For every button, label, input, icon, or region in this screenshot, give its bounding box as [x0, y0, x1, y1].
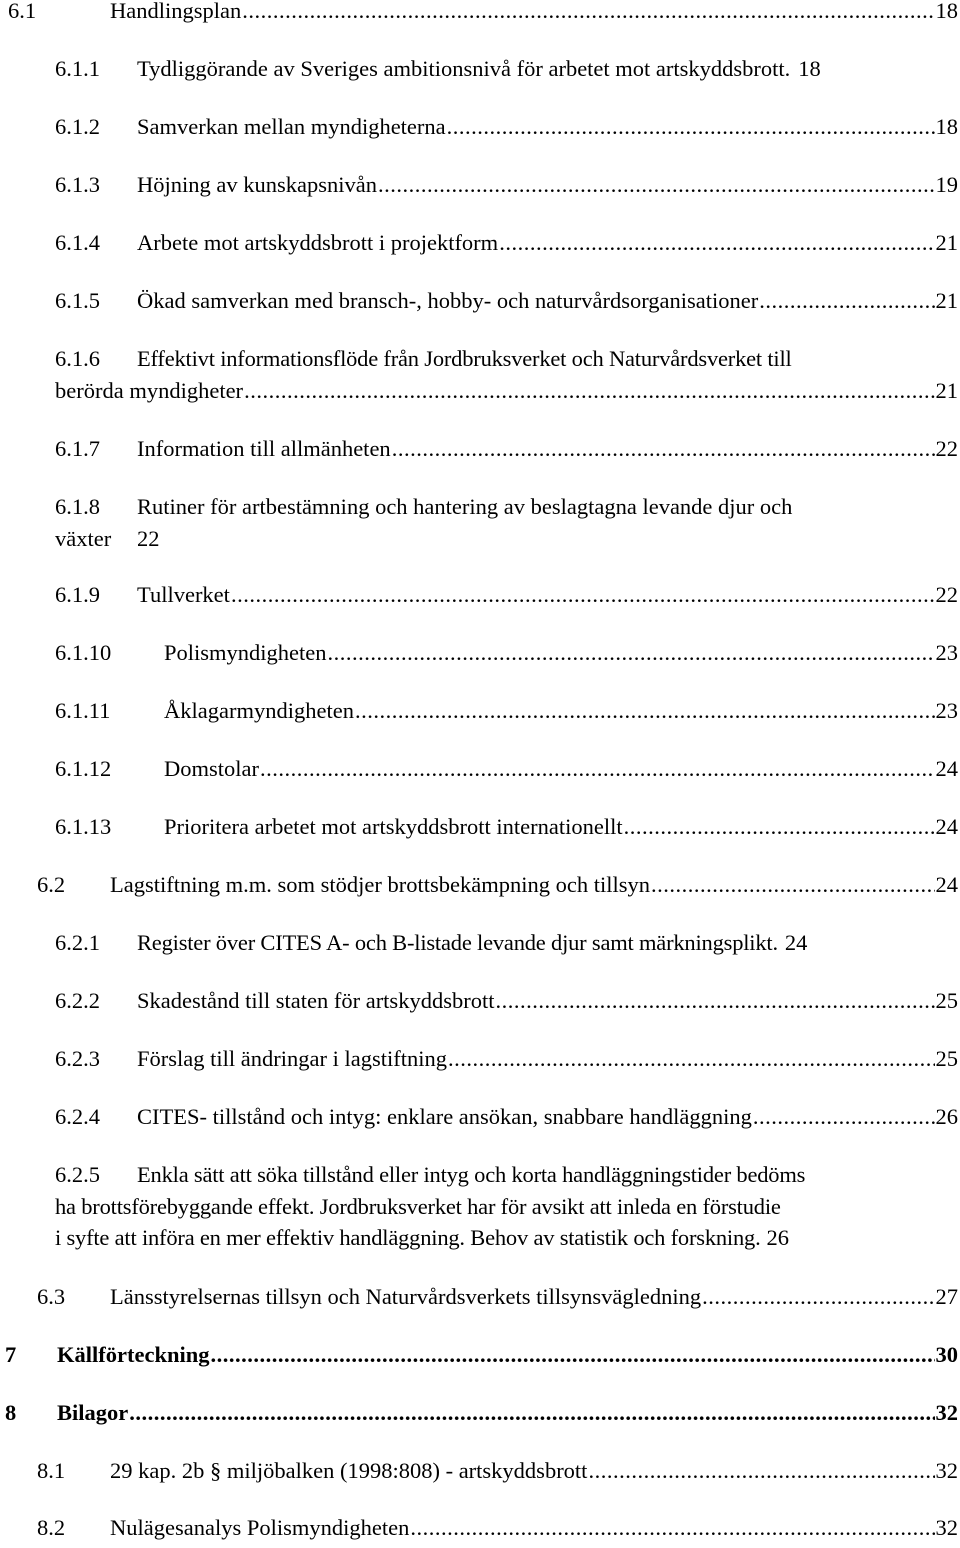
toc-entry-6-1-1[interactable] — [55, 58, 958, 86]
toc-entry-6-1-7[interactable] — [55, 438, 958, 466]
toc-number: 6.1.5 — [55, 288, 100, 313]
toc-entry-6-2-1[interactable] — [55, 932, 958, 960]
toc-leader-dots — [392, 438, 935, 461]
toc-number: 6.2.2 — [55, 988, 100, 1013]
toc-page-number: 22 — [935, 582, 958, 607]
toc-title: CITES- tillstånd och intyg: enklare ansökan, snabbare handläggning — [137, 1104, 752, 1129]
toc-entry-6-1-11[interactable] — [55, 700, 958, 728]
toc-leader-dots — [759, 290, 934, 313]
toc-leader-dots — [651, 874, 935, 897]
toc-number: 6.1.10 — [55, 640, 112, 665]
toc-title: Länsstyrelsernas tillsyn och Naturvårdsverkets tillsynsvägledning — [110, 1284, 702, 1309]
toc-leader-dots — [355, 700, 935, 723]
toc-leader-dots — [448, 1048, 935, 1071]
toc-title-line-1: Effektivt informationsflöde från Jordbruksverket och Naturvårdsverket till — [137, 346, 792, 371]
toc-number: 6.2.4 — [55, 1104, 100, 1129]
toc-number: 8 — [5, 1400, 17, 1425]
toc-title: Nulägesanalys Polismyndigheten — [110, 1515, 410, 1540]
toc-leader-dots — [211, 1344, 935, 1367]
toc-number: 6.1.11 — [55, 698, 111, 723]
toc-title: Domstolar — [164, 756, 259, 781]
toc-number: 6.1.8 — [55, 494, 100, 519]
toc-entry-7[interactable] — [5, 1344, 958, 1372]
toc-leader-dots — [378, 174, 935, 197]
toc-number: 6.2.1 — [55, 930, 100, 955]
toc-entry-6-1-10[interactable] — [55, 642, 958, 670]
toc-number: 6.2.5 — [55, 1162, 100, 1187]
toc-page-number: 24 — [935, 756, 958, 781]
toc-title: Höjning av kunskapsnivån — [137, 172, 377, 197]
toc-title-line-3: i syfte att införa en mer effektiv handläggning. Behov av statistik och forskning. — [55, 1225, 761, 1250]
toc-title-line-2: berörda myndigheter — [55, 378, 244, 403]
toc-number: 7 — [5, 1342, 17, 1367]
toc-page-number: 32 — [935, 1400, 958, 1425]
toc-title: 29 kap. 2b § miljöbalken (1998:808) - artskyddsbrott — [110, 1458, 588, 1483]
toc-entry-6-1-2[interactable] — [55, 116, 958, 144]
toc-number: 6.1.13 — [55, 814, 112, 839]
toc-leader-dots — [588, 1460, 934, 1483]
toc-page-number: 19 — [935, 172, 958, 197]
toc-title-line-1: Rutiner för artbestämning och hantering av beslagtagna levande djur och — [137, 494, 793, 519]
toc-title: Källförteckning — [57, 1342, 210, 1367]
toc-number: 8.1 — [37, 1458, 66, 1483]
toc-entry-6-1-12[interactable] — [55, 758, 958, 786]
toc-title: Polismyndigheten — [164, 640, 327, 665]
toc-number: 6.1.4 — [55, 230, 100, 255]
toc-title: Åklagarmyndigheten — [164, 698, 354, 723]
toc-title: Handlingsplan — [110, 0, 242, 23]
toc-leader-dots — [499, 232, 934, 255]
toc-leader-dots — [624, 816, 935, 839]
toc-page-number: 18 — [935, 114, 958, 139]
toc-title: Tullverket — [137, 582, 230, 607]
toc-leader-dots — [231, 584, 935, 607]
toc-entry-8-2[interactable] — [37, 1517, 958, 1545]
toc-entry-6-1-4[interactable] — [55, 232, 958, 260]
toc-page-number: 24 — [935, 872, 958, 897]
toc-page-number: 18 — [798, 56, 821, 81]
toc-page-number: 21 — [935, 230, 958, 255]
toc-entry-6-2[interactable] — [37, 874, 958, 902]
toc-page-number: 32 — [935, 1515, 958, 1540]
toc-number: 6.1.7 — [55, 436, 100, 461]
toc-number: 8.2 — [37, 1515, 66, 1540]
toc-entry-6-1-5[interactable] — [55, 290, 958, 318]
toc-title-line-1: Enkla sätt att söka tillstånd eller intyg och korta handläggningstider bedöms — [137, 1162, 806, 1187]
toc-number: 6.1.3 — [55, 172, 100, 197]
toc-title: Skadestånd till staten för artskyddsbrott — [137, 988, 495, 1013]
toc-leader-dots — [447, 116, 935, 139]
toc-entry-8[interactable] — [5, 1402, 958, 1430]
toc-leader-dots — [753, 1106, 935, 1129]
toc-title-line-2: växter — [55, 526, 112, 551]
toc-leader-dots — [242, 0, 934, 23]
toc-number: 6.1.9 — [55, 582, 100, 607]
toc-number: 6.1 — [8, 0, 37, 23]
toc-leader-dots — [410, 1517, 934, 1540]
toc-entry-6-3[interactable] — [37, 1286, 958, 1314]
toc-page-number: 25 — [935, 1046, 958, 1071]
toc-leader-dots — [328, 642, 935, 665]
toc-entry-6-2-4[interactable] — [55, 1106, 958, 1134]
toc-page-number: 18 — [935, 0, 958, 23]
toc-entry-6-1-13[interactable] — [55, 816, 958, 844]
toc-title: Ökad samverkan med bransch-, hobby- och naturvårdsorganisationer — [137, 288, 759, 313]
toc-title: Tydliggörande av Sveriges ambitionsnivå för arbetet mot artskyddsbrott. — [137, 56, 791, 81]
toc-title: Lagstiftning m.m. som stödjer brottsbekämpning och tillsyn — [110, 872, 650, 897]
toc-number: 6.3 — [37, 1284, 66, 1309]
toc-page-number: 27 — [935, 1284, 958, 1309]
toc-entry-6-1[interactable] — [8, 0, 958, 28]
toc-leader-dots — [702, 1286, 934, 1309]
toc-page-number: 32 — [935, 1458, 958, 1483]
toc-title-line-2: ha brottsförebyggande effekt. Jordbruksverket har för avsikt att inleda en förstudie — [55, 1194, 781, 1219]
toc-number: 6.1.6 — [55, 346, 100, 371]
toc-page-number: 23 — [935, 698, 958, 723]
toc-number: 6.1.12 — [55, 756, 112, 781]
toc-page-number: 30 — [935, 1342, 958, 1367]
toc-entry-6-2-3[interactable] — [55, 1048, 958, 1076]
toc-page-number: 22 — [137, 526, 160, 551]
toc-page-number: 22 — [935, 436, 958, 461]
toc-entry-6-2-5[interactable] — [55, 1164, 958, 1260]
toc-number: 6.1.2 — [55, 114, 100, 139]
toc-page-number: 26 — [766, 1225, 790, 1250]
toc-number: 6.1.1 — [55, 56, 100, 81]
toc-title: Bilagor — [57, 1400, 129, 1425]
toc-page-number: 21 — [935, 378, 958, 403]
toc-title: Prioritera arbetet mot artskyddsbrott internationellt — [164, 814, 623, 839]
toc-title: Samverkan mellan myndigheterna — [137, 114, 446, 139]
toc-leader-dots — [244, 380, 934, 403]
toc-page-number: 26 — [935, 1104, 958, 1129]
toc-leader-dots — [260, 758, 935, 781]
toc-entry-6-1-9[interactable] — [55, 584, 958, 612]
toc-number: 6.2.3 — [55, 1046, 100, 1071]
toc-page-number: 23 — [935, 640, 958, 665]
toc-title: Register över CITES A- och B-listade levande djur samt märkningsplikt. — [137, 930, 778, 955]
toc-entry-6-1-6[interactable] — [55, 348, 958, 412]
toc-title: Information till allmänheten — [137, 436, 391, 461]
toc-title: Arbete mot artskyddsbrott i projektform — [137, 230, 499, 255]
toc-number: 6.2 — [37, 872, 66, 897]
toc-page-number: 21 — [935, 288, 958, 313]
toc-page-number: 25 — [935, 988, 958, 1013]
toc-entry-6-2-2[interactable] — [55, 990, 958, 1018]
toc-leader-dots — [129, 1402, 934, 1425]
toc-entry-6-1-8[interactable] — [55, 496, 958, 560]
toc-entry-8-1[interactable] — [37, 1460, 958, 1488]
toc-page-number: 24 — [935, 814, 958, 839]
toc-leader-dots — [495, 990, 934, 1013]
toc-title: Förslag till ändringar i lagstiftning — [137, 1046, 447, 1071]
toc-page-number: 24 — [784, 930, 808, 955]
toc-entry-6-1-3[interactable] — [55, 174, 958, 202]
